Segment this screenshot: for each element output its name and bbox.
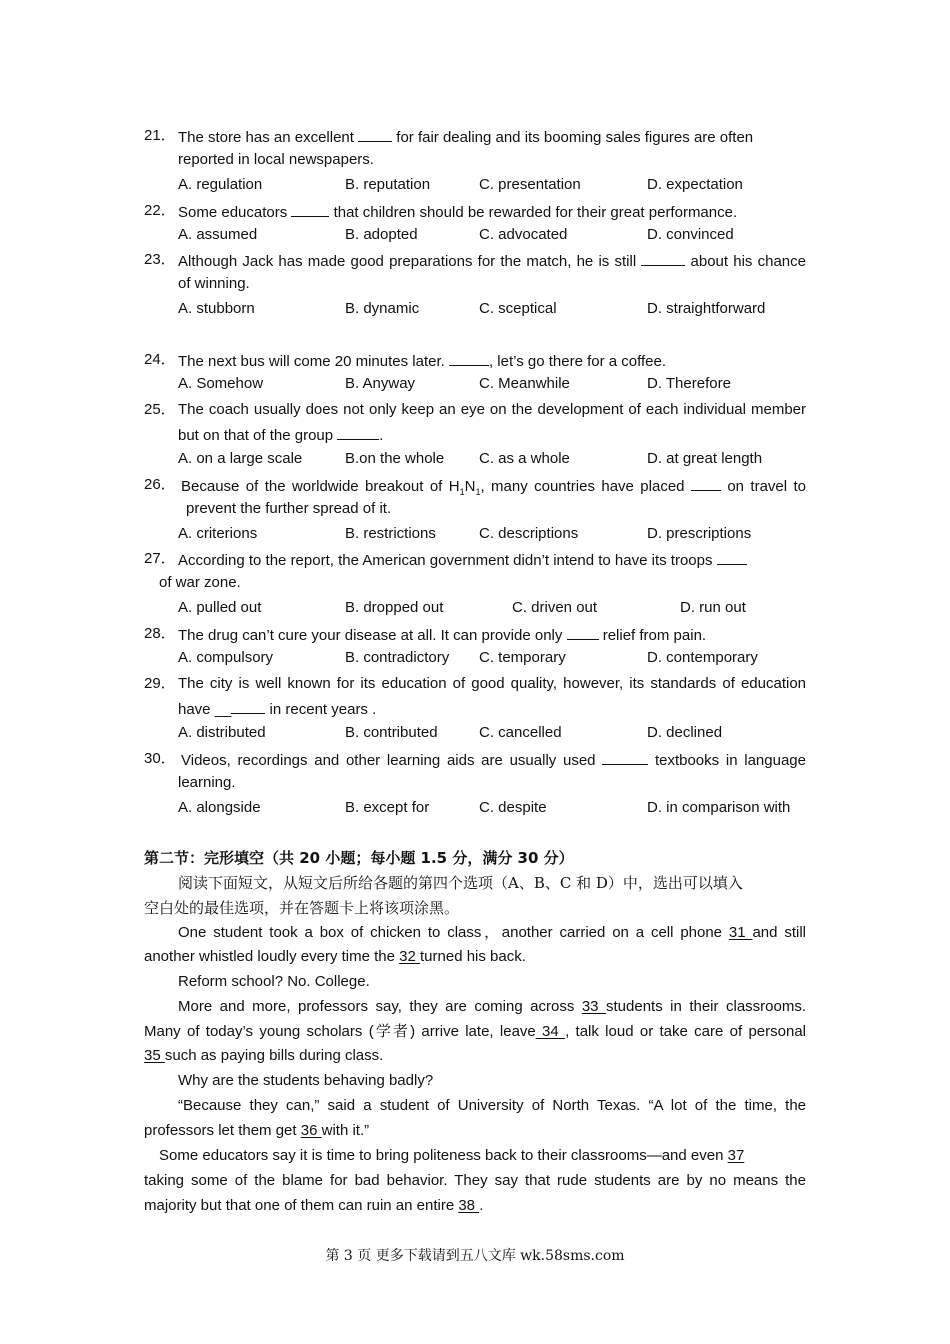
passage-line: “Because they can,” said a student of University of North Texas. “A lot of the time, the bbox=[178, 1097, 806, 1114]
option-d: D. convinced bbox=[647, 226, 734, 243]
cloze-blank-37: 37 bbox=[727, 1147, 745, 1164]
section-heading: 第二节：完形填空（共 20 小题；每小题 1.5 分，满分 30 分） bbox=[144, 849, 574, 867]
question-number: 26． bbox=[144, 476, 176, 493]
question-stem: The store has an excellent for fair dealing and its booming sales figures are often bbox=[178, 126, 753, 148]
section-instructions: 阅读下面短文，从短文后所给各题的第四个选项（A、B、C 和 D）中，选出可以填入 bbox=[178, 874, 743, 892]
option-b: B. reputation bbox=[345, 176, 431, 193]
option-d: D. run out bbox=[680, 599, 746, 616]
question-stem: Although Jack has made good preparations for the match, he is still about his chance bbox=[178, 250, 806, 272]
option-a: A. pulled out bbox=[178, 599, 262, 616]
answer-blank bbox=[602, 749, 648, 765]
question-number: 30． bbox=[144, 750, 176, 767]
question-number: 27． bbox=[144, 550, 176, 567]
passage-line: Many of today’s young scholars (学者) arrive late, leave 34 , talk loud or take care of personal bbox=[144, 1023, 806, 1040]
question-stem: The next bus will come 20 minutes later. , let’s go there for a coffee. bbox=[178, 350, 666, 372]
question-stem-cont: learning. bbox=[178, 774, 236, 791]
passage-line: professors let them get 36 with it.” bbox=[144, 1122, 370, 1139]
question-stem-cont: of war zone. bbox=[159, 574, 241, 591]
passage-line: Reform school? No. College. bbox=[178, 973, 370, 990]
option-b: B. adopted bbox=[345, 226, 418, 243]
option-a: A. distributed bbox=[178, 724, 266, 741]
option-d: D. contemporary bbox=[647, 649, 758, 666]
option-d: D. prescriptions bbox=[647, 525, 752, 542]
option-a: A. on a large scale bbox=[178, 450, 303, 467]
passage-line: taking some of the blame for bad behavior. They say that rude students are by no means the bbox=[144, 1172, 806, 1189]
option-c: C. temporary bbox=[479, 649, 566, 666]
option-d: D. declined bbox=[647, 724, 723, 741]
question-stem: Videos, recordings and other learning aids are usually used textbooks in language bbox=[181, 749, 806, 771]
option-c: C. despite bbox=[479, 799, 547, 816]
passage-line: another whistled loudly every time the 32 turned his back. bbox=[144, 948, 526, 965]
option-c: C. Meanwhile bbox=[479, 375, 570, 392]
question-stem: The city is well known for its education of good quality, however, its standards of education bbox=[178, 675, 806, 692]
cloze-blank-33: 33 bbox=[581, 998, 606, 1015]
question-stem-cont: but on that of the group . bbox=[178, 424, 383, 446]
option-b: B. except for bbox=[345, 799, 430, 816]
answer-blank bbox=[449, 350, 489, 366]
passage-line: Why are the students behaving badly? bbox=[178, 1072, 434, 1089]
option-d: D. Therefore bbox=[647, 375, 731, 392]
option-d: D. straightforward bbox=[647, 300, 766, 317]
cloze-blank-35: 35 bbox=[144, 1047, 165, 1064]
option-b: B. Anyway bbox=[345, 375, 416, 392]
option-c: C. sceptical bbox=[479, 300, 557, 317]
option-d: D. in comparison with bbox=[647, 799, 791, 816]
option-d: D. expectation bbox=[647, 176, 743, 193]
option-a: A. Somehow bbox=[178, 375, 264, 392]
question-stem: According to the report, the American government didn’t intend to have its troops bbox=[178, 549, 747, 571]
option-a: A. stubborn bbox=[178, 300, 255, 317]
option-a: A. assumed bbox=[178, 226, 258, 243]
answer-blank bbox=[717, 549, 747, 565]
option-a: A. regulation bbox=[178, 176, 263, 193]
question-stem-cont: reported in local newspapers. bbox=[178, 151, 374, 168]
option-a: A. compulsory bbox=[178, 649, 274, 666]
question-number: 29． bbox=[144, 675, 176, 692]
question-number: 21． bbox=[144, 127, 176, 144]
passage-line: 35 such as paying bills during class. bbox=[144, 1047, 384, 1064]
passage-line: majority but that one of them can ruin an entire 38 . bbox=[144, 1197, 484, 1214]
option-c: C. presentation bbox=[479, 176, 581, 193]
passage-line: One student took a box of chicken to class，another carried on a cell phone 31 and still bbox=[178, 924, 806, 941]
option-b: B.on the whole bbox=[345, 450, 445, 467]
option-b: B. restrictions bbox=[345, 525, 436, 542]
question-stem: The coach usually does not only keep an eye on the development of each individual member bbox=[178, 401, 806, 418]
cloze-blank-32: 32 bbox=[399, 948, 420, 965]
answer-blank bbox=[358, 126, 392, 142]
cloze-blank-38: 38 bbox=[458, 1197, 480, 1214]
answer-blank bbox=[291, 201, 329, 217]
question-number: 23． bbox=[144, 251, 176, 268]
question-number: 24． bbox=[144, 351, 176, 368]
answer-blank bbox=[641, 250, 685, 266]
page-footer: 第 3 页 更多下载请到五八文库 wk.58sms.com bbox=[325, 1248, 625, 1264]
question-number: 25． bbox=[144, 401, 176, 418]
cloze-blank-36: 36 bbox=[300, 1122, 322, 1139]
option-c: C. driven out bbox=[512, 599, 598, 616]
question-number: 28． bbox=[144, 625, 176, 642]
section-instructions-cont: 空白处的最佳选项，并在答题卡上将该项涂黑。 bbox=[144, 899, 460, 917]
option-b: B. dropped out bbox=[345, 599, 444, 616]
answer-blank bbox=[337, 424, 379, 440]
question-stem-cont: prevent the further spread of it. bbox=[186, 500, 392, 517]
question-stem: Because of the worldwide breakout of $H_1N_1$, many countries have placed on travel to bbox=[181, 475, 806, 497]
answer-blank bbox=[231, 698, 265, 714]
option-b: B. contradictory bbox=[345, 649, 450, 666]
question-stem: Some educators that children should be rewarded for their great performance. bbox=[178, 201, 737, 223]
option-c: C. cancelled bbox=[479, 724, 562, 741]
option-c: C. advocated bbox=[479, 226, 568, 243]
option-b: B. contributed bbox=[345, 724, 438, 741]
option-a: A. alongside bbox=[178, 799, 261, 816]
question-stem: The drug can’t cure your disease at all. It can provide only relief from pain. bbox=[178, 624, 706, 646]
answer-blank bbox=[691, 475, 721, 491]
option-a: A. criterions bbox=[178, 525, 258, 542]
passage-line: More and more, professors say, they are coming across 33 students in their classrooms. bbox=[178, 998, 807, 1015]
passage-line: Some educators say it is time to bring politeness back to their classrooms—and even 37 bbox=[159, 1147, 745, 1164]
option-d: D. at great length bbox=[647, 450, 763, 467]
option-b: B. dynamic bbox=[345, 300, 420, 317]
question-number: 22． bbox=[144, 202, 176, 219]
question-stem-cont: of winning. bbox=[178, 275, 250, 292]
cloze-blank-34: 34 bbox=[535, 1023, 566, 1040]
cloze-blank-31: 31 bbox=[728, 924, 753, 941]
option-c: C. descriptions bbox=[479, 525, 579, 542]
question-stem-cont: have __ in recent years . bbox=[178, 698, 376, 720]
answer-blank bbox=[567, 624, 599, 640]
option-c: C. as a whole bbox=[479, 450, 570, 467]
